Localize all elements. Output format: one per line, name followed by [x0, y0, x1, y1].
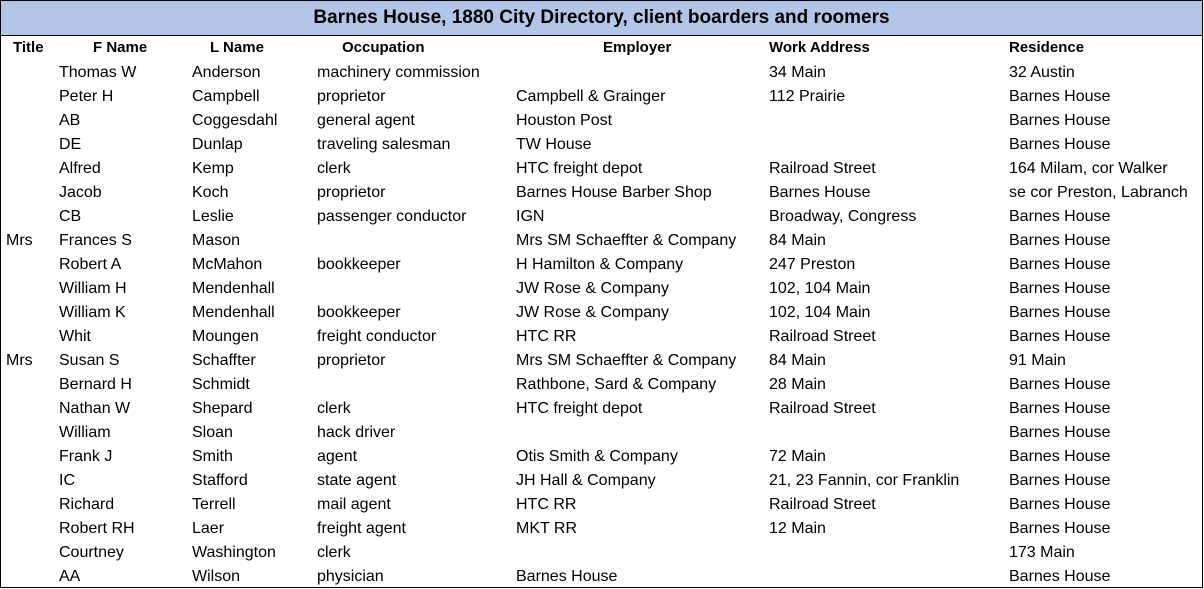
last-name-cell: Koch: [192, 184, 229, 201]
employer-cell: Houston Post: [516, 112, 613, 129]
residence-cell: Barnes House: [1009, 112, 1111, 129]
first-name-cell: William K: [59, 304, 126, 321]
last-name-cell: Terrell: [192, 496, 236, 513]
employer-cell: Rathbone, Sard & Company: [516, 376, 717, 393]
first-name-cell: DE: [59, 136, 82, 153]
first-name-cell: Bernard H: [59, 376, 132, 393]
employer-cell: JH Hall & Company: [516, 472, 656, 489]
last-name-cell: Sloan: [192, 424, 233, 441]
table-row: [1, 133, 1202, 157]
residence-cell: 164 Milam, cor Walker: [1009, 160, 1168, 177]
first-name-cell: William H: [59, 280, 127, 297]
first-name-cell: Frank J: [59, 448, 113, 465]
title-cell: Mrs: [6, 352, 33, 369]
first-name-cell: Alfred: [59, 160, 101, 177]
table-row: [1, 109, 1202, 133]
table-row: [1, 325, 1202, 349]
residence-cell: 173 Main: [1009, 544, 1075, 561]
employer-cell: Barnes House: [516, 568, 618, 585]
last-name-cell: Dunlap: [192, 136, 243, 153]
residence-cell: Barnes House: [1009, 520, 1111, 537]
residence-cell: 32 Austin: [1009, 64, 1075, 81]
last-name-cell: McMahon: [192, 256, 263, 273]
occupation-cell: traveling salesman: [317, 136, 451, 153]
work-address-cell: 72 Main: [769, 448, 826, 465]
table-row: [1, 421, 1202, 445]
first-name-cell: Robert RH: [59, 520, 135, 537]
table-row: [1, 373, 1202, 397]
table-row: [1, 565, 1202, 589]
work-address-cell: 28 Main: [769, 376, 826, 393]
first-name-cell: CB: [59, 208, 82, 225]
header-first-name: F Name: [93, 39, 148, 56]
employer-cell: MKT RR: [516, 520, 578, 537]
first-name-cell: Jacob: [59, 184, 102, 201]
last-name-cell: Leslie: [192, 208, 234, 225]
employer-cell: Barnes House Barber Shop: [516, 184, 712, 201]
last-name-cell: Mendenhall: [192, 304, 275, 321]
table-row: [1, 277, 1202, 301]
work-address-cell: Railroad Street: [769, 328, 876, 345]
table-row: [1, 493, 1202, 517]
table-row: [1, 397, 1202, 421]
residence-cell: Barnes House: [1009, 568, 1111, 585]
last-name-cell: Kemp: [192, 160, 234, 177]
work-address-cell: Barnes House: [769, 184, 871, 201]
residence-cell: Barnes House: [1009, 424, 1111, 441]
first-name-cell: Nathan W: [59, 400, 131, 417]
work-address-cell: Railroad Street: [769, 400, 876, 417]
occupation-cell: hack driver: [317, 424, 396, 441]
header-title: Title: [13, 39, 44, 56]
header-residence: Residence: [1009, 39, 1085, 56]
header-occupation: Occupation: [342, 39, 425, 56]
last-name-cell: Schmidt: [192, 376, 250, 393]
occupation-cell: clerk: [317, 400, 351, 417]
occupation-cell: general agent: [317, 112, 415, 129]
work-address-cell: 102, 104 Main: [769, 304, 871, 321]
occupation-cell: machinery commission: [317, 64, 480, 81]
first-name-cell: AA: [59, 568, 81, 585]
first-name-cell: Whit: [59, 328, 91, 345]
residence-cell: Barnes House: [1009, 448, 1111, 465]
last-name-cell: Mendenhall: [192, 280, 275, 297]
residence-cell: Barnes House: [1009, 280, 1111, 297]
occupation-cell: mail agent: [317, 496, 391, 513]
header-row: [1, 36, 1202, 60]
employer-cell: H Hamilton & Company: [516, 256, 684, 273]
work-address-cell: 34 Main: [769, 64, 826, 81]
table-row: [1, 85, 1202, 109]
last-name-cell: Shepard: [192, 400, 253, 417]
occupation-cell: proprietor: [317, 184, 386, 201]
last-name-cell: Mason: [192, 232, 241, 249]
header-employer: Employer: [603, 39, 672, 56]
employer-cell: Mrs SM Schaeffter & Company: [516, 352, 737, 369]
table-title: Barnes House, 1880 City Directory, client boarders and roomers: [1, 1, 1202, 36]
occupation-cell: passenger conductor: [317, 208, 467, 225]
employer-cell: JW Rose & Company: [516, 304, 669, 321]
work-address-cell: Railroad Street: [769, 160, 876, 177]
employer-cell: Campbell & Grainger: [516, 88, 666, 105]
header-work-address: Work Address: [769, 39, 870, 56]
table-body: [1, 61, 1202, 589]
first-name-cell: AB: [59, 112, 81, 129]
work-address-cell: 84 Main: [769, 232, 826, 249]
employer-cell: HTC RR: [516, 496, 577, 513]
title-cell: Mrs: [6, 232, 33, 249]
residence-cell: Barnes House: [1009, 328, 1111, 345]
residence-cell: Barnes House: [1009, 496, 1111, 513]
occupation-cell: proprietor: [317, 88, 386, 105]
table-row: [1, 253, 1202, 277]
occupation-cell: clerk: [317, 160, 351, 177]
occupation-cell: state agent: [317, 472, 397, 489]
table-row: [1, 181, 1202, 205]
occupation-cell: freight conductor: [317, 328, 437, 345]
last-name-cell: Anderson: [192, 64, 261, 81]
employer-cell: HTC freight depot: [516, 400, 643, 417]
first-name-cell: IC: [59, 472, 75, 489]
residence-cell: 91 Main: [1009, 352, 1066, 369]
last-name-cell: Stafford: [192, 472, 248, 489]
table-row: [1, 541, 1202, 565]
work-address-cell: 12 Main: [769, 520, 826, 537]
first-name-cell: Peter H: [59, 88, 114, 105]
employer-cell: Mrs SM Schaeffter & Company: [516, 232, 737, 249]
occupation-cell: bookkeeper: [317, 304, 401, 321]
table-row: [1, 349, 1202, 373]
residence-cell: Barnes House: [1009, 376, 1111, 393]
employer-cell: JW Rose & Company: [516, 280, 669, 297]
work-address-cell: 102, 104 Main: [769, 280, 871, 297]
table-row: [1, 61, 1202, 85]
occupation-cell: agent: [317, 448, 358, 465]
table-row: [1, 469, 1202, 493]
last-name-cell: Schaffter: [192, 352, 256, 369]
last-name-cell: Smith: [192, 448, 233, 465]
occupation-cell: proprietor: [317, 352, 386, 369]
last-name-cell: Washington: [192, 544, 276, 561]
employer-cell: HTC freight depot: [516, 160, 643, 177]
table-row: [1, 301, 1202, 325]
first-name-cell: Robert A: [59, 256, 122, 273]
occupation-cell: bookkeeper: [317, 256, 401, 273]
employer-cell: IGN: [516, 208, 545, 225]
table-row: [1, 445, 1202, 469]
table-row: [1, 229, 1202, 253]
last-name-cell: Moungen: [192, 328, 259, 345]
occupation-cell: physician: [317, 568, 384, 585]
first-name-cell: Frances S: [59, 232, 132, 249]
residence-cell: Barnes House: [1009, 304, 1111, 321]
table-row: [1, 157, 1202, 181]
residence-cell: Barnes House: [1009, 136, 1111, 153]
last-name-cell: Coggesdahl: [192, 112, 278, 129]
work-address-cell: 247 Preston: [769, 256, 856, 273]
residence-cell: Barnes House: [1009, 256, 1111, 273]
work-address-cell: 112 Prairie: [769, 88, 846, 105]
first-name-cell: Susan S: [59, 352, 120, 369]
table-row: [1, 205, 1202, 229]
first-name-cell: Courtney: [59, 544, 124, 561]
header-last-name: L Name: [210, 39, 264, 56]
last-name-cell: Laer: [192, 520, 225, 537]
employer-cell: TW House: [516, 136, 592, 153]
work-address-cell: Railroad Street: [769, 496, 876, 513]
residence-cell: Barnes House: [1009, 472, 1111, 489]
first-name-cell: Richard: [59, 496, 115, 513]
last-name-cell: Wilson: [192, 568, 241, 585]
work-address-cell: 21, 23 Fannin, cor Franklin: [769, 472, 960, 489]
residence-cell: Barnes House: [1009, 400, 1111, 417]
residence-cell: se cor Preston, Labranch: [1009, 184, 1188, 201]
work-address-cell: 84 Main: [769, 352, 826, 369]
last-name-cell: Campbell: [192, 88, 260, 105]
table-row: [1, 517, 1202, 541]
first-name-cell: William: [59, 424, 111, 441]
work-address-cell: Broadway, Congress: [769, 208, 917, 225]
residence-cell: Barnes House: [1009, 88, 1111, 105]
residence-cell: Barnes House: [1009, 232, 1111, 249]
residence-cell: Barnes House: [1009, 208, 1111, 225]
first-name-cell: Thomas W: [59, 64, 137, 81]
occupation-cell: clerk: [317, 544, 351, 561]
occupation-cell: freight agent: [317, 520, 406, 537]
employer-cell: HTC RR: [516, 328, 577, 345]
employer-cell: Otis Smith & Company: [516, 448, 678, 465]
